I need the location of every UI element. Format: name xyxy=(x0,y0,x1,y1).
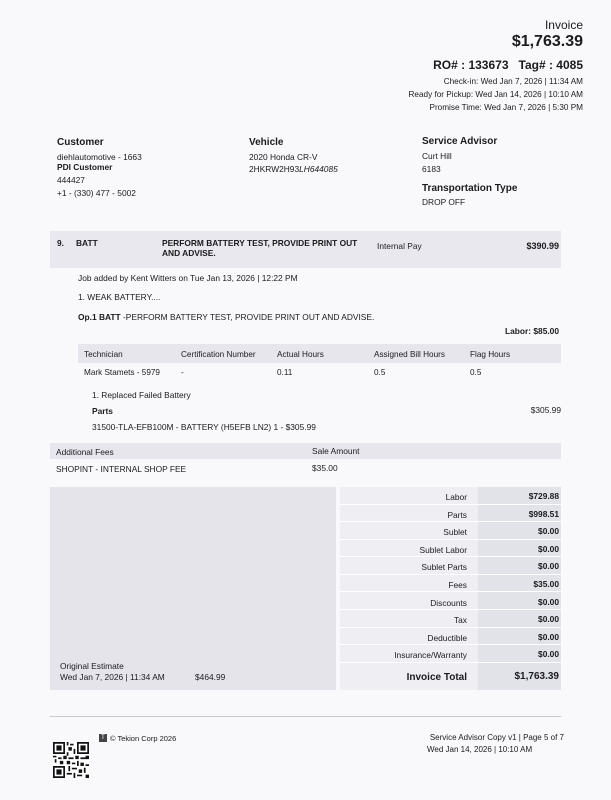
customer-phone: +1 - (330) 477 - 5002 xyxy=(57,188,136,198)
totals-divider xyxy=(340,591,561,592)
fee-amount: $35.00 xyxy=(312,463,338,473)
total-label-tax: Tax xyxy=(453,615,467,625)
totals-divider xyxy=(340,539,561,540)
totals-divider xyxy=(340,521,561,522)
totals-divider xyxy=(340,574,561,575)
job-description: PERFORM BATTERY TEST, PROVIDE PRINT OUT AND ADVISE. xyxy=(162,238,358,258)
totals-divider xyxy=(340,556,561,557)
total-label-insurance: Insurance/Warranty xyxy=(394,650,467,660)
vehicle-heading: Vehicle xyxy=(249,137,284,148)
fee-name: SHOPINT - INTERNAL SHOP FEE xyxy=(56,464,187,474)
labor-amount: Labor: $85.00 xyxy=(505,326,559,336)
total-value-insurance: $0.00 xyxy=(538,649,559,659)
tekion-logo-icon: T xyxy=(99,734,107,742)
total-label-sublet: Sublet xyxy=(443,527,467,537)
totals-divider xyxy=(340,504,561,505)
op-description: -PERFORM BATTERY TEST, PROVIDE PRINT OUT AND ADVISE. xyxy=(122,312,375,322)
total-label-sublet-parts: Sublet Parts xyxy=(421,562,467,572)
vehicle-vin xyxy=(249,164,338,174)
total-value-sublet-parts: $0.00 xyxy=(538,561,559,571)
invoice-total-value: $1,763.39 xyxy=(514,671,559,682)
parts-heading: Parts xyxy=(92,406,113,416)
estimate-amount: $464.99 xyxy=(195,672,226,682)
tech-assigned-hours: 0.5 xyxy=(374,368,386,377)
total-value-labor: $729.88 xyxy=(528,491,559,501)
job-number: 9. xyxy=(57,238,64,248)
footer-date: Wed Jan 14, 2026 | 10:10 AM xyxy=(427,745,533,754)
estimate-date: Wed Jan 7, 2026 | 11:34 AM xyxy=(60,672,165,682)
total-value-tax: $0.00 xyxy=(538,614,559,624)
fees-header-band xyxy=(50,443,561,459)
total-value-discounts: $0.00 xyxy=(538,597,559,607)
op-label: Op.1 BATT xyxy=(78,312,121,322)
tech-col-cert: Certification Number xyxy=(181,350,256,359)
vehicle-model: 2020 Honda CR-V xyxy=(249,152,318,162)
tech-col-actual: Actual Hours xyxy=(277,350,324,359)
total-label-deductible: Deductible xyxy=(427,633,467,643)
footer-copyright: © Tekion Corp 2026 xyxy=(110,734,177,743)
total-label-sublet-labor: Sublet Labor xyxy=(419,545,467,555)
qr-code xyxy=(53,742,89,778)
estimate-heading: Original Estimate xyxy=(60,661,124,671)
job-pay-type: Internal Pay xyxy=(377,241,422,251)
vin-prefix: 2HKRW2H93 xyxy=(249,164,300,174)
promise-time: Promise Time: Wed Jan 7, 2026 | 5:30 PM xyxy=(429,103,583,112)
transport-heading: Transportation Type xyxy=(422,183,518,194)
totals-divider xyxy=(340,662,561,663)
total-value-parts: $998.51 xyxy=(528,509,559,519)
transport-type: DROP OFF xyxy=(422,197,466,207)
parts-note: 1. Replaced Failed Battery xyxy=(92,390,191,400)
customer-line1: diehlautomotive - 1663 xyxy=(57,152,142,162)
tech-col-technician: Technician xyxy=(84,350,123,359)
total-label-parts: Parts xyxy=(447,510,467,520)
job-concern: 1. WEAK BATTERY.... xyxy=(78,292,161,302)
vin-suffix: LH644085 xyxy=(299,164,338,174)
advisor-id: 6183 xyxy=(422,164,441,174)
job-amount: $390.99 xyxy=(526,241,559,251)
advisor-heading: Service Advisor xyxy=(422,136,498,147)
totals-divider xyxy=(340,644,561,645)
ro-tag-line xyxy=(423,58,583,72)
tech-actual-hours: 0.11 xyxy=(277,368,293,377)
totals-divider xyxy=(340,627,561,628)
tech-cert: - xyxy=(181,368,184,377)
tech-flag-hours: 0.5 xyxy=(470,368,482,377)
totals-divider xyxy=(340,609,561,610)
total-value-sublet: $0.00 xyxy=(538,526,559,536)
total-label-fees: Fees xyxy=(448,580,467,590)
fees-heading: Additional Fees xyxy=(56,447,114,457)
invoice-total-label: Invoice Total xyxy=(406,672,467,683)
tech-col-flag: Flag Hours xyxy=(470,350,511,359)
op-line xyxy=(78,312,374,322)
total-value-deductible: $0.00 xyxy=(538,632,559,642)
total-value-fees: $35.00 xyxy=(533,579,559,589)
ready-for-pickup-time: Ready for Pickup: Wed Jan 14, 2026 | 10:10 AM xyxy=(408,90,583,99)
footer-divider xyxy=(50,716,561,717)
tag-number: Tag# : 4085 xyxy=(518,58,583,72)
fees-amount-heading: Sale Amount xyxy=(312,446,360,456)
job-code: BATT xyxy=(76,238,98,248)
total-value-sublet-labor: $0.00 xyxy=(538,544,559,554)
job-added-by: Job added by Kent Witters on Tue Jan 13, 2026 | 12:22 PM xyxy=(78,273,298,283)
advisor-name: Curt Hill xyxy=(422,151,452,161)
footer-copy-info: Service Advisor Copy v1 | Page 5 of 7 xyxy=(429,733,564,742)
customer-line3: 444427 xyxy=(57,175,85,185)
invoice-total-header: $1,763.39 xyxy=(511,33,583,50)
total-label-labor: Labor xyxy=(445,492,467,502)
tech-col-assigned: Assigned Bill Hours xyxy=(374,350,445,359)
estimate-panel xyxy=(50,487,336,690)
customer-heading: Customer xyxy=(57,137,104,148)
check-in-time: Check-in: Wed Jan 7, 2026 | 11:34 AM xyxy=(443,77,583,86)
tech-name: Mark Stamets - 5979 xyxy=(84,368,160,377)
invoice-title: Invoice xyxy=(544,18,583,32)
parts-amount: $305.99 xyxy=(530,405,561,415)
total-label-discounts: Discounts xyxy=(430,598,467,608)
customer-line2: PDI Customer xyxy=(57,162,113,172)
ro-number: RO# : 133673 xyxy=(433,58,509,72)
parts-line: 31500-TLA-EFB100M - BATTERY (H5EFB LN2) 1 - $305.99 xyxy=(92,422,316,432)
